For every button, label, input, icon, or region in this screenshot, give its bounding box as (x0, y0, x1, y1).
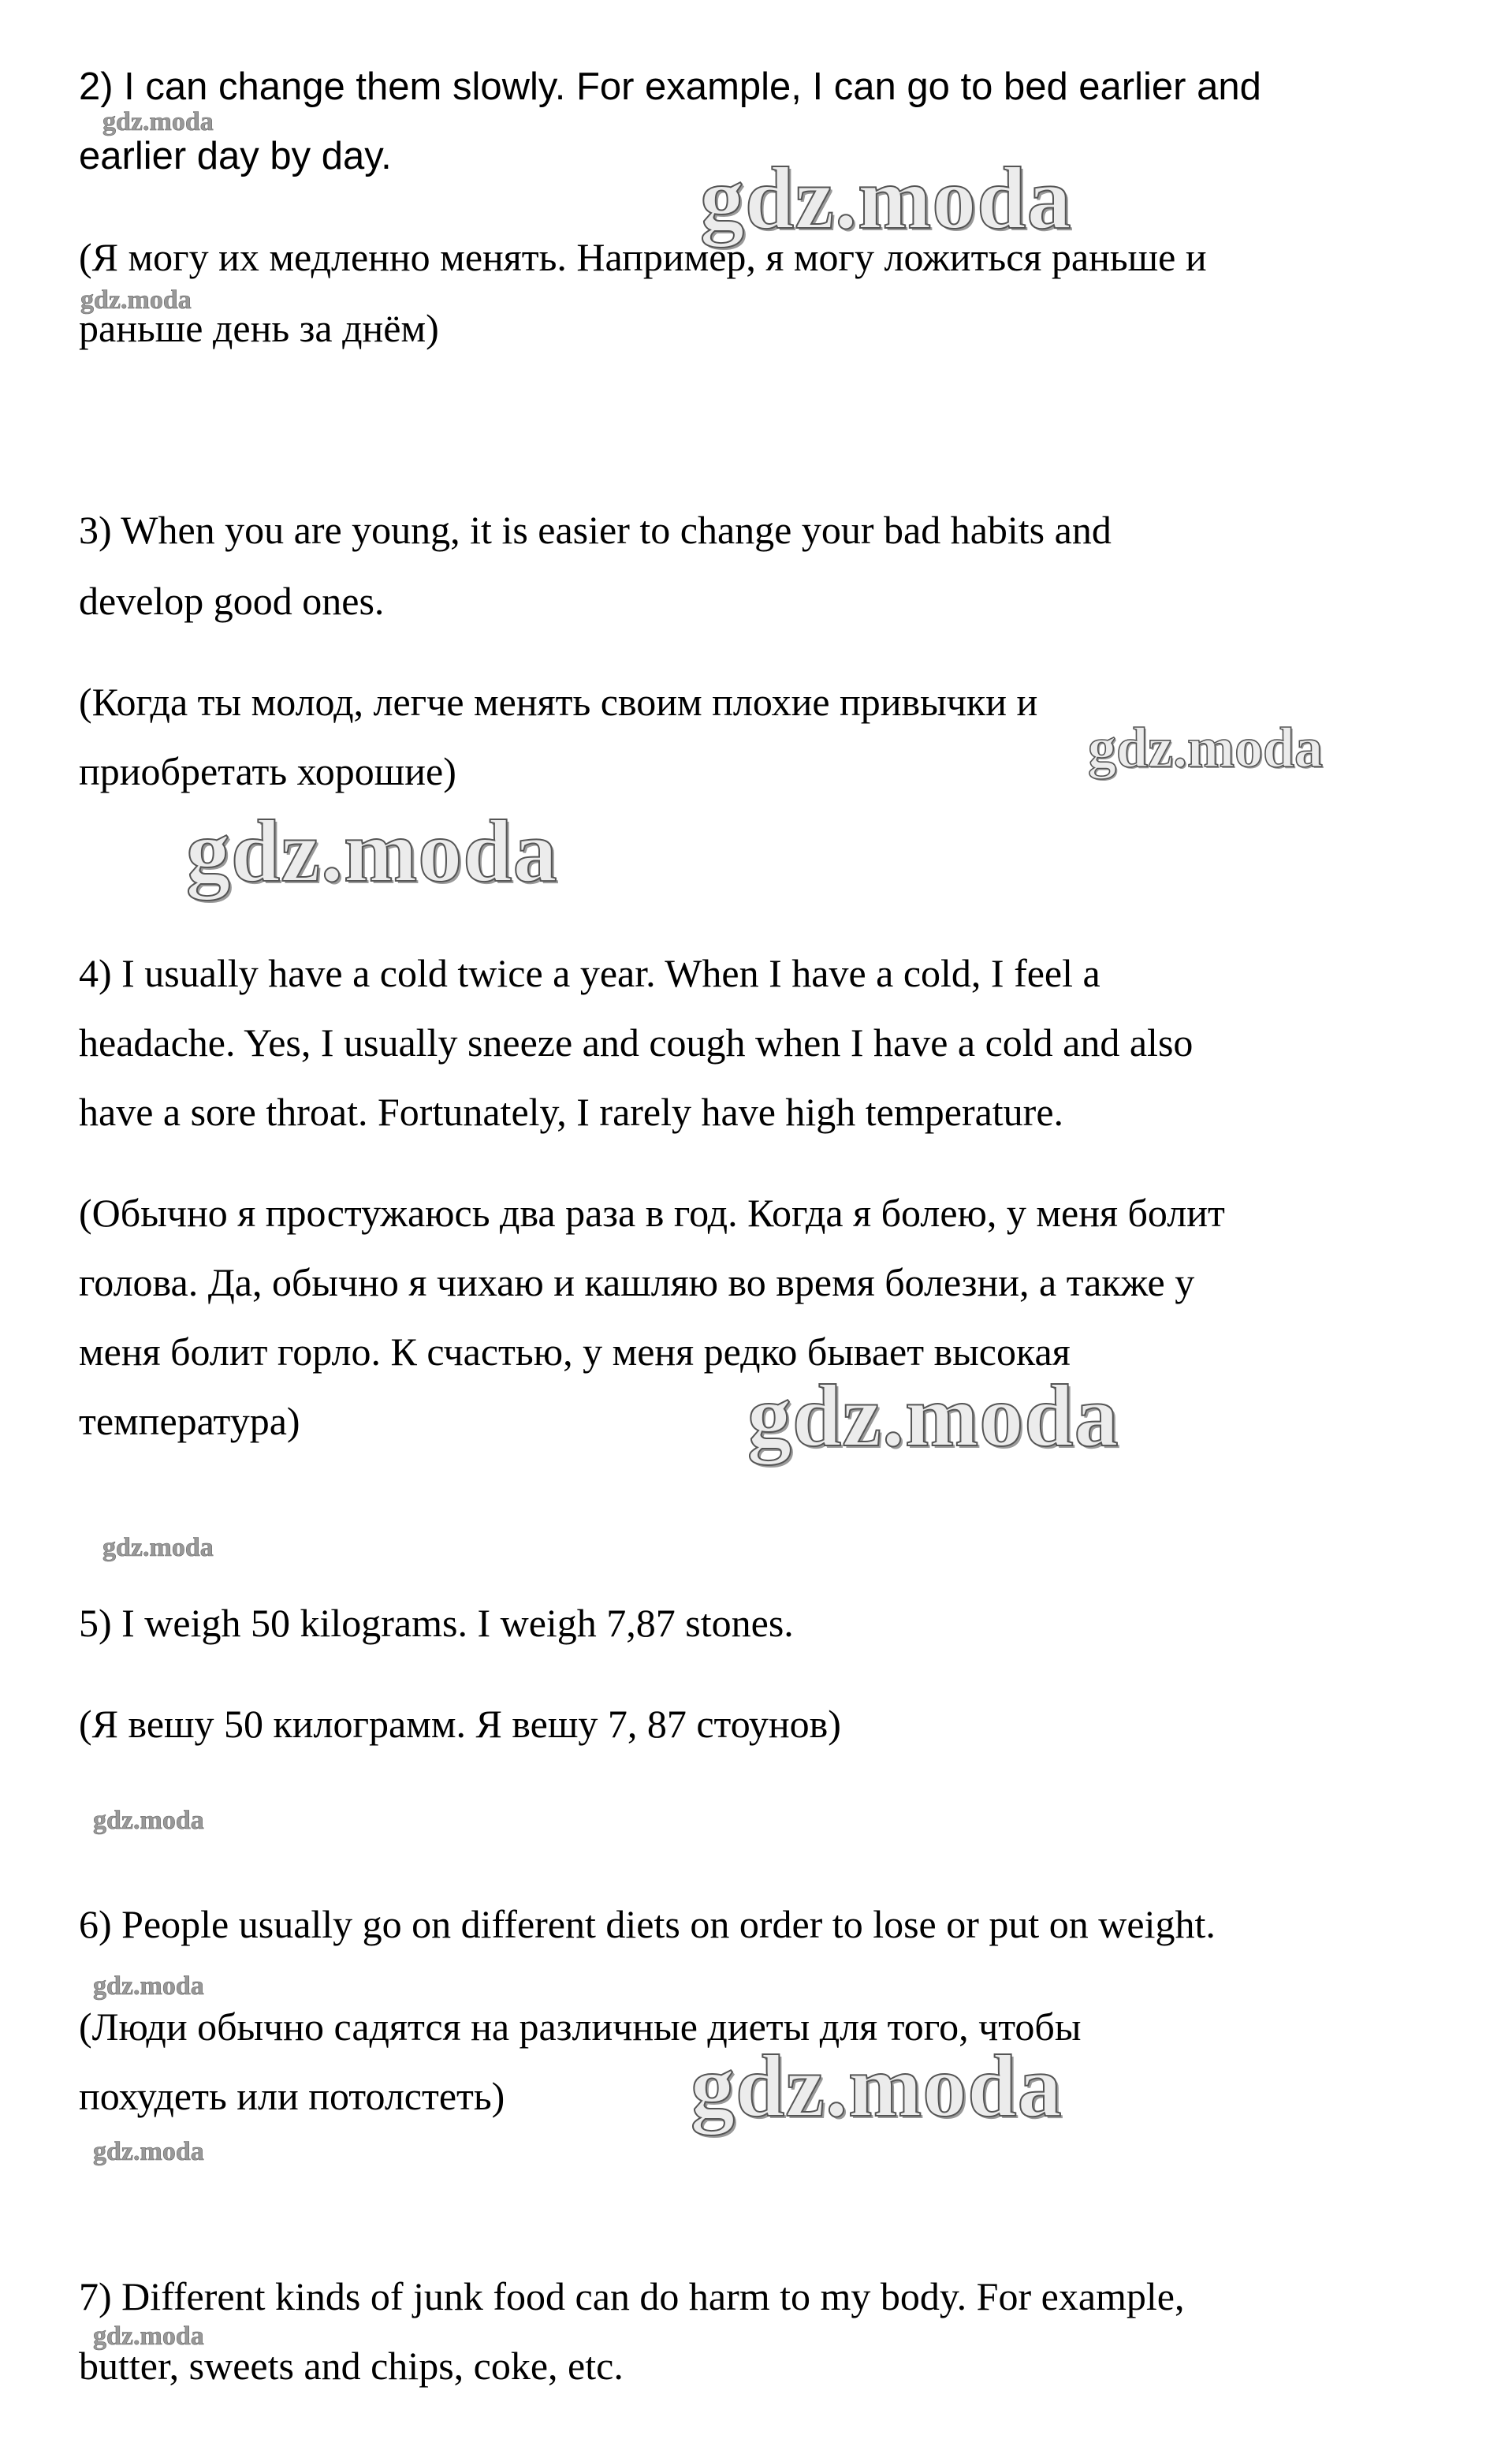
answer-3-english-line-1: 3) When you are young, it is easier to change your bad habits and (79, 508, 1112, 552)
answer-4-english-line-2: headache. Yes, I usually sneeze and cough when I have a cold and also (79, 1020, 1194, 1065)
answer-3-russian-line-2: приобретать хорошие) (79, 749, 456, 793)
watermark: gdz.moda (186, 803, 558, 901)
answer-4-english-line-3: have a sore throat. Fortunately, I rarely have high temperature. (79, 1090, 1064, 1134)
watermark: gdz.moda (700, 150, 1072, 248)
answer-7-english-line-1: 7) Different kinds of junk food can do harm to my body. For example, (79, 2274, 1185, 2318)
answer-2-english-line-2: earlier day by day. (79, 135, 392, 177)
answer-4-russian-line-2: голова. Да, обычно я чихаю и кашляю во время болезни, а также у (79, 1260, 1195, 1304)
answer-2-russian-line-1: (Я могу их медленно менять. Например, я могу ложиться раньше и (79, 235, 1207, 279)
watermark: gdz.moda (691, 2038, 1063, 2135)
answer-5-russian-line-1: (Я вешу 50 килограмм. Я вешу 7, 87 стоунов) (79, 1702, 841, 1746)
answer-3-english-line-2: develop good ones. (79, 579, 385, 623)
watermark: gdz.moda (102, 107, 214, 136)
watermark: gdz.moda (747, 1367, 1119, 1465)
watermark: gdz.moda (80, 285, 192, 315)
answer-4-russian-line-1: (Обычно я простужаюсь два раза в год. Когда я болею, у меня болит (79, 1191, 1225, 1235)
answer-3-russian-line-1: (Когда ты молод, легче менять своим плохие привычки и (79, 680, 1038, 724)
answer-4-russian-line-4: температура) (79, 1399, 300, 1443)
watermark: gdz.moda (93, 1806, 204, 1835)
answer-4-russian-line-3: меня болит горло. К счастью, у меня редко бывает высокая (79, 1330, 1071, 1374)
answer-6-english-line-1: 6) People usually go on different diets on order to lose or put on weight. (79, 1902, 1216, 1946)
watermark: gdz.moda (93, 2137, 204, 2166)
watermark: gdz.moda (102, 1533, 214, 1562)
answer-2-russian-line-2: раньше день за днём) (79, 306, 439, 350)
watermark: gdz.moda (93, 1971, 204, 2001)
watermark: gdz.moda (1088, 716, 1324, 779)
watermark: gdz.moda (93, 2322, 204, 2351)
answer-2-english-line-1: 2) I can change them slowly. For example, I can go to bed earlier and (79, 65, 1261, 108)
answer-6-russian-line-2: похудеть или потолстеть) (79, 2074, 505, 2118)
answer-5-english-line-1: 5) I weigh 50 kilograms. I weigh 7,87 stones. (79, 1601, 794, 1645)
answer-7-english-line-2: butter, sweets and chips, coke, etc. (79, 2344, 624, 2388)
answer-4-english-line-1: 4) I usually have a cold twice a year. When I have a cold, I feel a (79, 951, 1100, 995)
answer-6-russian-line-1: (Люди обычно садятся на различные диеты для того, чтобы (79, 2005, 1082, 2049)
